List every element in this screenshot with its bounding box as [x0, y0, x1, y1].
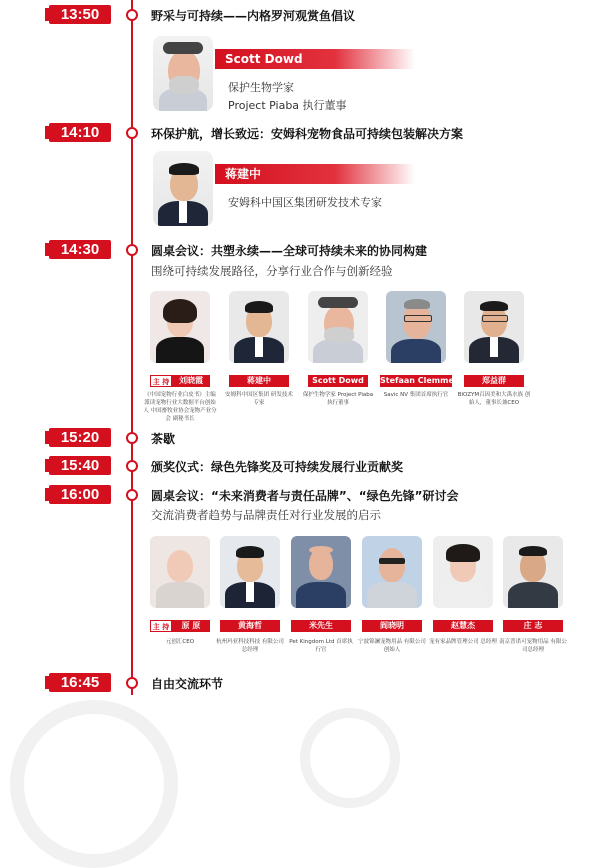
session-title: 茶歇: [151, 432, 176, 446]
panelist-photo: [386, 291, 446, 363]
panelist-name: 米先生: [291, 620, 351, 632]
time-badge: 16:00: [49, 485, 111, 504]
time-badge: 16:45: [49, 673, 111, 692]
panelist-photo: [229, 291, 289, 363]
timeline-dot: [126, 127, 138, 139]
panelist-name: 庄 志: [503, 620, 563, 632]
panelist-caption: 安姆科中国区集团 研发技术专家: [225, 392, 293, 406]
panelist-photo: [220, 536, 280, 608]
speaker-photo: [153, 151, 213, 226]
panelist-caption: 保护生物学家 Project Piaba 执行董事: [302, 392, 374, 406]
time-badge: 14:10: [49, 123, 111, 142]
timeline-dot: [126, 489, 138, 501]
panelist-name: 阎晓明: [362, 620, 422, 632]
decorative-ring: [300, 708, 400, 808]
panelist-photo: [150, 536, 210, 608]
time-badge: 14:30: [49, 240, 111, 259]
speaker-name-bar: 蒋建中: [215, 164, 415, 184]
timeline-dot: [126, 244, 138, 256]
panelist-photo: [291, 536, 351, 608]
time-badge: 15:20: [49, 428, 111, 447]
panelist-caption: Savic NV 集团首席执行官: [383, 392, 449, 398]
panelist-name: Scott Dowd: [308, 375, 368, 387]
speaker-name-bar: Scott Dowd: [215, 49, 415, 69]
time-badge: 13:50: [49, 5, 111, 24]
panelist-caption: 元创汇CEO: [165, 639, 195, 645]
panelist-photo: [503, 536, 563, 608]
panelist-caption: 《中国宠物行业白皮书》主编 派读宠物行业大数据平台创始人 中国畜牧业协会宠物产业分会 副秘书长: [143, 392, 217, 422]
panelist-photo: [150, 291, 210, 363]
panelist-caption: 宁波锦澜宠物用品 有限公司创始人: [358, 639, 426, 653]
timeline-dot: [126, 432, 138, 444]
time-badge: 15:40: [49, 456, 111, 475]
timeline-dot: [126, 677, 138, 689]
timeline-dot: [126, 9, 138, 21]
session-subtitle: 围绕可持续发展路径，分享行业合作与创新经验: [151, 264, 393, 278]
panelist-caption: 宠有家品牌管理公司 总经理: [429, 639, 497, 645]
panelist-caption: BIOZYM百因美和大禹水族 创始人，董事长兼CEO: [457, 392, 531, 406]
host-label: 主 持: [150, 620, 172, 632]
panelist-photo: [362, 536, 422, 608]
session-title: 圆桌会议：“未来消费者与责任品牌”、“绿色先锋”研讨会: [151, 489, 459, 503]
panelist-caption: Pet Kingdom Ltd 首席执行官: [289, 639, 353, 653]
panelist-name: 黄海哲: [220, 620, 280, 632]
panelist-name: 郑益群: [464, 375, 524, 387]
panelist-name: 赵慧杰: [433, 620, 493, 632]
host-label: 主 持: [150, 375, 172, 387]
speaker-photo: [153, 36, 213, 111]
session-title: 颁奖仪式：绿色先锋奖及可持续发展行业贡献奖: [151, 460, 404, 474]
panelist-caption: 杭州玛亚科技科技 有限公司总经理: [216, 639, 284, 653]
panelist-name: 刘晓霞: [172, 375, 210, 387]
panelist-name: 蒋建中: [229, 375, 289, 387]
speaker-role: Project Piaba 执行董事: [228, 99, 347, 112]
panelist-name: 原 原: [172, 620, 210, 632]
decorative-ring: [10, 700, 178, 868]
speaker-role: 保护生物学家: [228, 81, 294, 94]
session-title: 野采与可持续——内格罗河观赏鱼倡议: [151, 9, 356, 23]
session-title: 圆桌会议：共塑永续——全球可持续未来的协同构建: [151, 244, 428, 258]
timeline-line: [131, 0, 133, 695]
panelist-photo: [464, 291, 524, 363]
panelist-photo: [433, 536, 493, 608]
session-subtitle: 交流消费者趋势与品牌责任对行业发展的启示: [151, 508, 381, 522]
panelist-caption: 南京普诺可宠物用品 有限公司总经理: [499, 639, 567, 653]
panelist-photo: [308, 291, 368, 363]
session-title: 环保护航，增长致远：安姆科宠物食品可持续包装解决方案: [151, 127, 464, 141]
speaker-role: 安姆科中国区集团研发技术专家: [228, 196, 382, 209]
timeline-dot: [126, 460, 138, 472]
session-title: 自由交流环节: [151, 677, 224, 691]
panelist-name: Stefaan Clemmens: [380, 376, 465, 385]
